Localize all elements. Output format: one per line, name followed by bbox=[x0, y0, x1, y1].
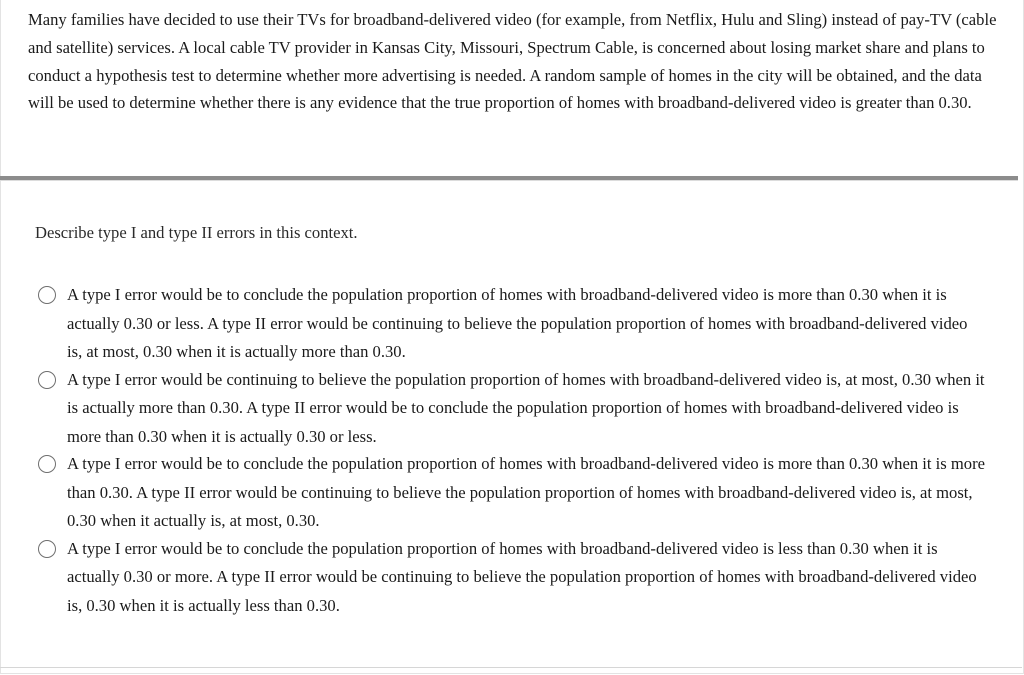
question-stem: Many families have decided to use their TVs for broadband-delivered video (for example, from Netflix, Hulu and Sling) instead of pay-TV (cable and satellite) services. A local cable TV provider in Kansas City, Missouri, Spectrum Cable, is concerned about losing market share and plans to conduct a hypothesis test to determine whether more advertising is needed. A random sample of homes in the city will be obtained, and the data will be used to determine whether there is any evidence that the true proportion of homes with broadband-delivered video is greater than 0.30. bbox=[28, 10, 997, 113]
answer-option-label: A type I error would be continuing to believe the population proportion of homes with broadband-delivered video is, at most, 0.30 when it is actually more than 0.30. A type II error would be to conclude the population proportion of homes with broadband-delivered video is more than 0.30 when it is actually 0.30 or less. bbox=[67, 369, 985, 446]
answer-option-label: A type I error would be to conclude the population proportion of homes with broadband-delivered video is less than 0.30 when it is actually 0.30 or more. A type II error would be continuing to believe the population proportion of homes with broadband-delivered video is, 0.30 when it is actually less than 0.30. bbox=[67, 538, 977, 615]
answer-option-4[interactable] bbox=[36, 535, 986, 620]
radio-button-icon[interactable] bbox=[38, 455, 56, 473]
answer-option-3[interactable] bbox=[36, 450, 986, 535]
radio-button-icon[interactable] bbox=[38, 286, 56, 304]
answer-option-2[interactable] bbox=[36, 366, 986, 451]
panel-bottom-border bbox=[0, 667, 1022, 668]
radio-button-icon[interactable] bbox=[38, 540, 56, 558]
section-divider-shadow bbox=[0, 180, 1018, 181]
answer-option-label: A type I error would be to conclude the population proportion of homes with broadband-delivered video is more than 0.30 when it is more than 0.30. A type II error would be continuing to believe the population proportion of homes with broadband-delivered video is, at most, 0.30 when it actually is, at most, 0.30. bbox=[67, 454, 985, 530]
radio-button-icon[interactable] bbox=[38, 371, 56, 389]
question-prompt: Describe type I and type II errors in this context. bbox=[35, 223, 358, 242]
answer-options bbox=[36, 281, 986, 619]
answer-option-label: A type I error would be to conclude the population proportion of homes with broadband-delivered video is more than 0.30 when it is actually 0.30 or less. A type II error would be continuing to believe the population proportion of homes with broadband-delivered video is, at most, 0.30 when it is actually more than 0.30. bbox=[67, 285, 968, 361]
answer-option-1[interactable] bbox=[36, 281, 986, 366]
